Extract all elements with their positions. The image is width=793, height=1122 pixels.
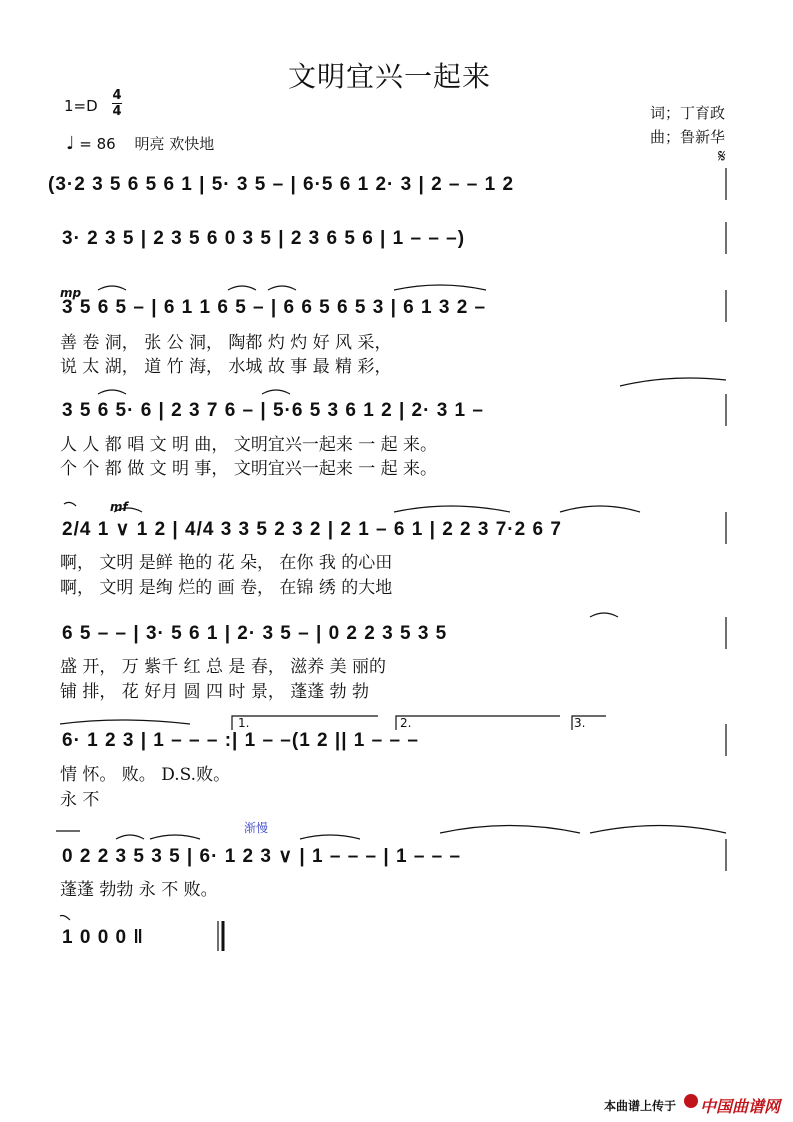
lyrics-row-4-verse-2: 个 个 都 做 文 明 事， 文明宜兴一起来 一 起 来。 [60, 459, 438, 479]
lyrics-row-6-verse-1: 盛 开， 万 紫千 红 总 是 春， 滋养 美 丽的 [60, 657, 387, 677]
composer: 曲；鲁新华 [650, 128, 726, 146]
lyrics-row-3-verse-1: 善 卷 洞， 张 公 洞， 陶都 灼 灼 好 风 采， [60, 333, 392, 353]
quarter-note-icon: ♩ [66, 133, 75, 154]
key-label: 1=D [64, 97, 98, 115]
notation-row-3: 3 5 6 5 – | 6 1 1 6 5 – | 6 6 5 6 5 3 | 6 1 3 2 – [62, 297, 487, 318]
volta-1-label: 1. [238, 716, 250, 730]
notation-row-6: 6 5 – – | 3· 5 6 1 | 2· 3 5 – | 0 2 2 3 5 3 5 [62, 623, 448, 644]
volta-3-label: 3. [574, 716, 586, 730]
dynamic-mp: mp [60, 286, 82, 300]
notation-row-9: 1 0 0 0 ‖ [62, 927, 144, 948]
song-title: 文明宜兴一起来 [288, 60, 492, 93]
lyrics-row-6-verse-2: 铺 排， 花 好月 圆 四 时 景， 蓬蓬 勃 勃 [60, 682, 370, 702]
site-brand: 中国曲谱网 [700, 1097, 781, 1116]
tempo-change: 渐慢 [244, 821, 269, 835]
lyrics-row-5-verse-1: 啊， 文明 是鲜 艳的 花 朵， 在你 我 的心田 [60, 553, 393, 573]
segno-icon: 𝄋 [718, 146, 726, 167]
notation-row-4: 3 5 6 5· 6 | 2 3 7 6 – | 5·6 5 3 6 1 2 | 2· 3 1 – [62, 400, 484, 421]
lyrics-row-8-verse-1: 蓬蓬 勃勃 永 不 败。 [60, 880, 218, 900]
volta-2-label: 2. [400, 716, 412, 730]
site-logo-icon [684, 1094, 698, 1108]
notation-row-5: 2/4 1 ∨ 1 2 | 4/4 3 3 5 2 3 2 | 2 1 – 6 1 | 2 2 3 7·2 6 7 [62, 519, 562, 540]
time-signature-bottom: 4 [112, 104, 122, 119]
notation-row-1: (3·2 3 5 6 5 6 1 | 5· 3 5 – | 6·5 6 1 2· 3 | 2 – – 1 2 [48, 174, 515, 195]
notation-row-2: 3· 2 3 5 | 2 3 5 6 0 3 5 | 2 3 6 5 6 | 1 – – –) [62, 228, 466, 249]
dynamic-mf: mf [110, 500, 128, 514]
lyrics-row-4-verse-1: 人 人 都 唱 文 明 曲， 文明宜兴一起来 一 起 来。 [60, 435, 438, 455]
notation-row-8: 0 2 2 3 5 3 5 | 6· 1 2 3 ∨ | 1 – – – | 1 – – – [62, 846, 462, 867]
lyricist: 词；丁育政 [650, 104, 726, 122]
lyrics-row-3-verse-2: 说 太 湖， 道 竹 海， 水城 故 事 最 精 彩， [60, 357, 392, 377]
footer-text: 本曲谱上传于 [604, 1099, 677, 1113]
notation-row-7: 6· 1 2 3 | 1 – – – :| 1 – –(1 2 || 1 – – – [62, 730, 419, 751]
lyrics-row-5-verse-2: 啊， 文明 是绚 烂的 画 卷， 在锦 绣 的大地 [60, 578, 393, 598]
tempo-value: = 86 [79, 135, 116, 153]
time-signature-top: 4 [112, 88, 122, 103]
lyrics-row-7-verse-1: 情 怀。 败。 D.S.败。 [60, 765, 231, 785]
lyrics-row-7-verse-2: 永 不 [60, 790, 100, 810]
tempo-mark: 明亮 欢快地 [134, 135, 215, 153]
